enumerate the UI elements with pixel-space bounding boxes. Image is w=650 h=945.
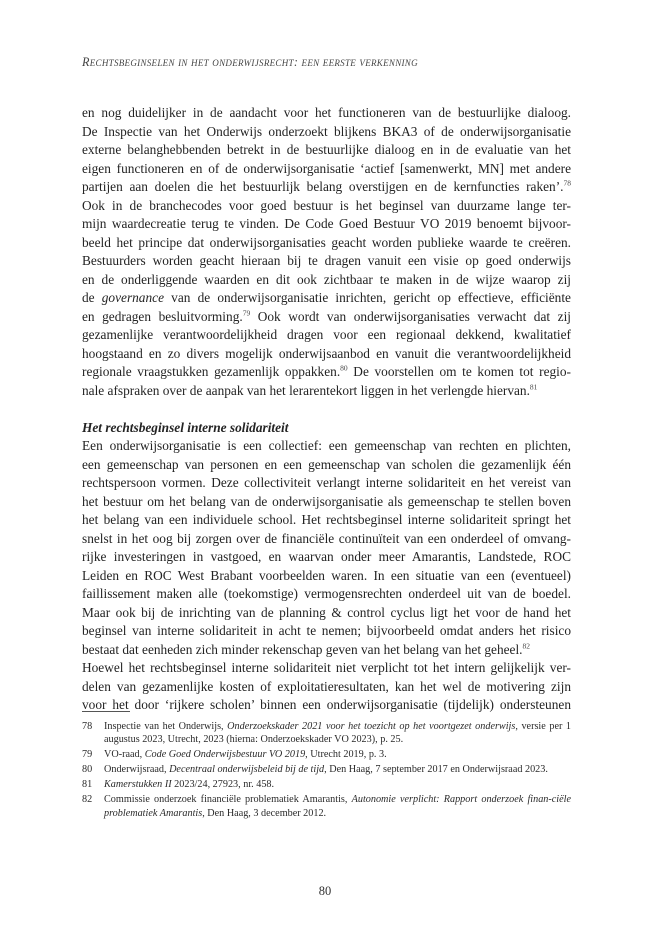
footnote-81 xyxy=(82,778,571,791)
text-segment: nale afspraken over de aanpak van het lerarentekort liggen in het verlengde hiervan. xyxy=(82,382,530,398)
footnote-ref-78[interactable]: 78 xyxy=(563,178,571,188)
text-line xyxy=(82,641,571,660)
text-line: externe belanghebbenden betrekt in de bestuurlijke dialoog en in de evaluatie van het xyxy=(82,142,571,157)
emphasis-governance: governance xyxy=(101,290,164,305)
footnote-title: Kamerstukken II xyxy=(104,779,172,791)
text-line: hoogstaand en zo divers mogelijk onderwijsaanbod en vanuit die verantwoordelijkheid xyxy=(82,345,571,361)
footnote-80 xyxy=(82,763,571,776)
footnote-ref-80[interactable]: 80 xyxy=(340,363,348,373)
body-text xyxy=(82,104,571,715)
text-line: beeld het principe dat onderwijsorganisaties geacht worden publieke waarde te creëren. xyxy=(82,234,571,250)
footnote-ref-82[interactable]: 82 xyxy=(522,641,531,651)
footnote-title: Code Goed Onderwijsbestuur VO 2019 xyxy=(144,749,306,761)
text-line: gezamenlijke verantwoordelijkheid dragen voor een regionaal dekkend, kwalitatief xyxy=(82,327,571,342)
footnote-text: Inspectie van het Onderwijs, xyxy=(104,721,228,732)
footnote-82 xyxy=(82,793,571,820)
text-line: Hoewel het rechtsbeginsel interne solidariteit niet verplicht tot het intern gelijkelijk ver- xyxy=(82,660,571,675)
footnotes xyxy=(82,720,571,822)
text-line xyxy=(82,382,571,401)
text-segment: bestaat dat eenheden zich minder rekenschap geven van het belang van het geheel. xyxy=(82,641,523,657)
text-line: en nog duidelijker in de aandacht voor het functioneren van de bestuurlijke dialoog. xyxy=(82,105,571,120)
footnote-number: 79 xyxy=(82,749,93,761)
running-header: Rechtsbeginselen in het onderwijsrecht: een eerste verkenning xyxy=(82,55,418,69)
text-line: Leiden en ROC West Brabant voorbeelden waren. In een situatie van een (eventueel) xyxy=(82,567,571,583)
footnote-text: , versie per 1 augustus 2023, Utrecht, 2023 (hierna: Onderzoekskader VO 2023), p. 25. xyxy=(104,721,572,746)
text-line: snelst in het oog bij zorgen over de financiële continuïteit van een onderdeel of omvang- xyxy=(82,530,571,546)
footnote-ref-81[interactable]: 81 xyxy=(529,382,538,392)
text-line xyxy=(82,363,571,382)
text-segment: De voorstellen om te komen tot regio- xyxy=(347,364,571,379)
text-line: eigen functioneren en of de onderwijsorganisatie ‘actief [samenwerkt, MN] met andere xyxy=(82,160,571,176)
text-line: De Inspectie van het Onderwijs onderzoekt blijkens BKA3 of de onderwijsorganisatie xyxy=(82,123,571,139)
text-line xyxy=(82,308,571,327)
text-line: een gemeenschap van personen en een gemeenschap van scholen die gezamenlijk één xyxy=(82,456,571,472)
page-number: 80 xyxy=(318,884,332,898)
text-line: het belang van een individuele school. Het rechtsbeginsel interne solidariteit springt het xyxy=(82,512,571,527)
section-heading: Het rechtsbeginsel interne solidariteit xyxy=(82,419,289,435)
text-line: rijke investeringen in vastgoed, en waarvan onder meer Amarantis, Landstede, ROC xyxy=(82,549,571,564)
text-segment: van de onderwijsorganisatie inrichten, gericht op effectieve, efficiënte xyxy=(164,290,571,305)
text-line xyxy=(82,178,571,197)
footnote-text: Commissie onderzoek financiële problematiek Amarantis, xyxy=(104,794,352,806)
footnote-number: 80 xyxy=(82,764,93,776)
footnote-number: 81 xyxy=(82,779,93,791)
footnote-ref-79[interactable]: 79 xyxy=(242,308,251,318)
text-line: Bestuurders worden geacht hieraan bij te dragen vanuit een visie op goed onderwijs xyxy=(82,253,571,268)
paragraph-spacer xyxy=(82,400,571,419)
text-line: faillissement maken alle (toekomstige) vermogensrechten onderdeel uit van de boedel. xyxy=(82,586,571,601)
footnote-text: , Den Haag, 3 december 2012. xyxy=(202,807,327,819)
text-line: Een onderwijsorganisatie is een collectief: een gemeenschap van rechten en plichten, xyxy=(82,438,571,453)
footnote-text: , Den Haag, 7 september 2017 en Onderwijsraad 2023. xyxy=(324,764,548,776)
text-line: mijn waardecreatie terug te vinden. De Code Goed Bestuur VO 2019 benoemt bijvoor- xyxy=(82,216,571,231)
text-segment: en gedragen besluitvorming. xyxy=(82,308,243,324)
text-line: voor het door ‘rijkere scholen’ binnen een onderwijsorganisatie (tijdelijk) ondersteunen xyxy=(82,697,571,712)
text-segment: regionale vraagstukken gezamenlijk oppakken. xyxy=(82,364,341,379)
footnote-title: Autonomie verplicht: Rapport onderzoek finan-ciële problematiek Amarantis xyxy=(104,794,571,819)
footnote-divider xyxy=(82,711,130,712)
footnote-number: 82 xyxy=(82,794,93,806)
text-line: en de onderliggende waarden en dit ook zichtbaar te maken in de wijze waarop zij xyxy=(82,271,571,287)
footnote-text: 2023/24, 27923, nr. 458. xyxy=(171,779,275,791)
text-line xyxy=(82,289,571,308)
footnote-number: 78 xyxy=(82,721,93,732)
text-line: Maar ook bij de inrichting van de planning & control cyclus ligt het voor de hand het xyxy=(82,604,571,620)
footnote-79 xyxy=(82,748,571,761)
footnote-title: Onderzoekskader 2021 voor het toezicht op het voortgezet onderwijs xyxy=(227,721,516,732)
footnote-text: Onderwijsraad, xyxy=(104,764,170,776)
footnote-title: Decentraal onderwijsbeleid bij de tijd xyxy=(169,764,325,776)
footnote-78 xyxy=(82,720,571,747)
text-line: Ook in de branchecodes voor goed bestuur is het beginsel van duurzame lange ter- xyxy=(82,197,571,213)
footnote-text: , Utrecht 2019, p. 3. xyxy=(305,749,387,761)
text-segment: Ook wordt van onderwijsorganisaties verwacht dat zij xyxy=(250,308,571,324)
text-segment: partijen aan doelen die het bestuurlijk belang overstijgen en de kernfuncties raken’. xyxy=(82,179,564,194)
text-line: delen van gezamenlijke kosten of exploitatieresultaten, kan het wel de motivering zijn xyxy=(82,678,571,694)
text-line: beginsel van interne solidariteit in acht te nemen; bijvoorbeeld omdat anders het risico xyxy=(82,623,571,638)
text-line: het bestuur om het belang van de onderwijsorganisatie als gemeenschap te stellen boven xyxy=(82,493,571,509)
text-line: rechtspersoon vormen. Deze collectiviteit verlangt interne solidariteit en het vereist van xyxy=(82,475,571,490)
text-segment: de xyxy=(82,290,102,305)
footnote-text: VO-raad, xyxy=(104,749,145,761)
